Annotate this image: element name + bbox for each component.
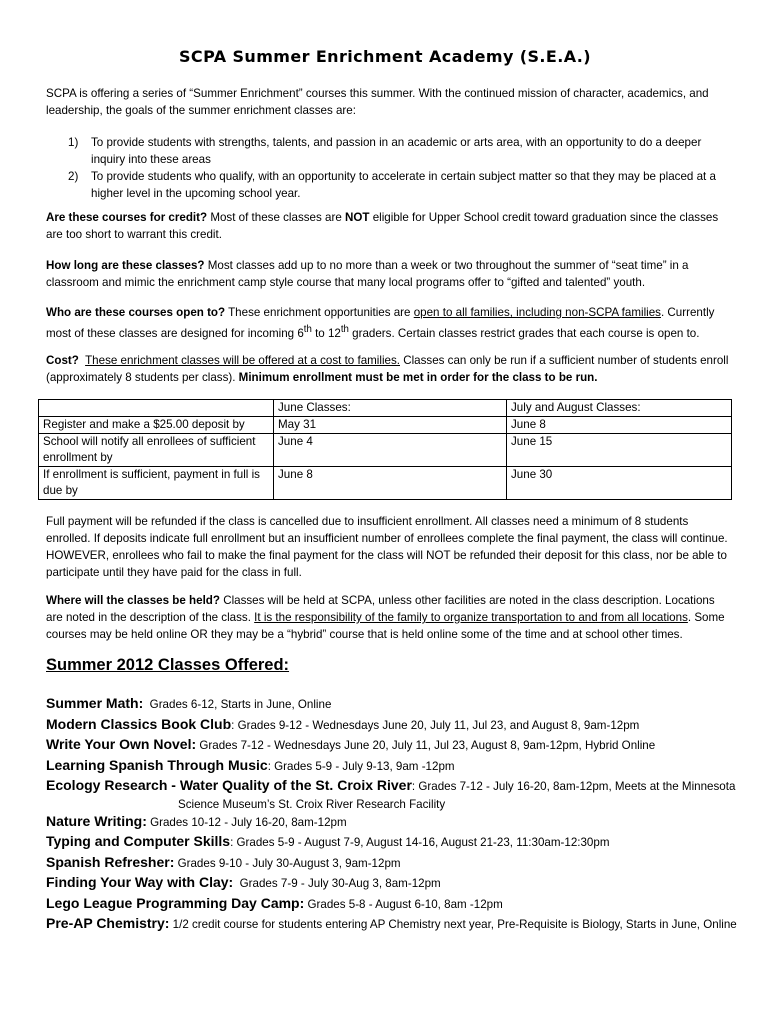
intro-paragraph: SCPA is offering a series of “Summer Enrichment” courses this summer. With the continued mission of character, academics, and leadership, the goals of the summer enrichment classes are: [46,87,709,117]
superscript-th: th [303,324,312,335]
goal-number: 2) [68,170,79,183]
open-answer-part: to 12 [311,326,341,340]
table-cell: June 8 [507,417,732,434]
table-row [39,417,732,434]
table-cell: June 15 [507,434,732,467]
class-name: Lego League Programming Day Camp: [46,894,305,911]
class-item [46,894,746,915]
open-answer-part: . Currently most of these classes are designed for incoming 6 [46,306,715,340]
goal-text: To provide students who qualify, with an opportunity to accelerate in certain subject matter so that they may be placed at a higher level in the upcoming school year. [91,170,716,200]
class-detail-continued: Science Museum’s St. Croix River Research Facility [178,797,446,811]
class-item [46,832,746,853]
location-answer-part: . Some courses may be held online OR they may be a “hybrid” course that is held online some of the time and at school other times. [46,611,725,641]
class-name: Write Your Own Novel: [46,736,197,752]
class-item [46,715,746,736]
class-detail: : Grades 9-12 - Wednesdays June 20, July 11, Jul 23, and August 8, 9am-12pm [231,718,640,732]
goal-item [46,134,736,168]
cost-minimum-bold: Minimum enrollment must be met in order for the class to be run. [238,371,598,384]
class-name: Spanish Refresher: [46,853,175,870]
class-item [46,914,746,935]
class-item [46,735,746,756]
class-detail: Grades 9-10 - July 30-August 3, 9am-12pm [174,856,401,870]
class-item [46,776,746,812]
goal-text: To provide students with strengths, talents, and passion in an academic or arts area, with an opportunity to do a deeper inquiry into these areas [91,136,702,166]
goal-number: 1) [68,136,79,149]
refund-paragraph: Full payment will be refunded if the class is cancelled due to insufficient enrollment. All classes need a minimum of 8 students enrolled. If deposits indicate full enrollment but an insufficient number of enrollees complete the final payment, the class will continue. HOWEVER, enrollees who fail to make the final payment for the class will NOT be refunded their deposit for this class, nor be able to participate until they have paid for the class in full. [46,515,728,579]
class-detail: 1/2 credit course for students entering AP Chemistry next year, Pre-Requisite is Biology, Starts in June, Online [169,918,737,931]
table-cell: If enrollment is sufficient, payment in full is due by [39,467,274,500]
open-paragraph [46,304,734,342]
class-detail: Grades 6-12, Starts in June, Online [143,698,332,711]
location-question: Where will the classes be held? [46,594,220,607]
open-families-underlined: open to all families, including non-SCPA families [413,306,661,319]
schedule-table [38,399,732,500]
class-name: Learning Spanish Through Music [46,756,268,773]
table-cell: June 30 [507,467,732,500]
credit-paragraph [46,209,734,243]
credit-not: NOT [345,211,370,224]
class-item [46,694,746,715]
class-item [46,873,746,894]
length-answer: Most classes add up to no more than a week or two throughout the summer of “seat time” in a classroom and mimic the enrichment camp style course that many local programs offer to “gifted and talented” youth. [46,259,689,289]
class-detail: Grades 5-8 - August 6-10, 8am -12pm [304,897,503,911]
classes-heading: Summer 2012 Classes Offered: [46,656,290,674]
location-underlined: It is the responsibility of the family to organize transportation to and from all locations [254,611,688,624]
class-detail: : Grades 7-12 - July 16-20, 8am-12pm, Meets at the Minnesota [411,780,736,793]
goals-list [46,134,736,202]
table-cell: June 4 [274,434,507,467]
class-name: Modern Classics Book Club [46,715,232,732]
document-title: SCPA Summer Enrichment Academy (S.E.A.) [179,47,591,66]
cost-underlined: These enrichment classes will be offered at a cost to families. [85,354,400,367]
class-name: Finding Your Way with Clay: [46,874,234,890]
cost-answer: Classes can only be run if a sufficient number of students enroll (approximately 8 students per class). [46,354,729,384]
table-row [39,434,732,467]
class-item [46,756,746,777]
class-detail: Grades 10-12 - July 16-20, 8am-12pm [146,815,347,829]
class-detail: : Grades 5-9 - August 7-9, August 14-16, August 21-23, 11:30am-12:30pm [230,836,610,849]
open-question: Who are these courses open to? [46,306,226,319]
goal-item [46,168,736,202]
location-paragraph [46,592,734,643]
class-item [46,853,746,874]
table-header-row [39,400,732,417]
credit-answer-part: eligible for Upper School credit toward graduation since the classes are too short to warrant this credit. [46,211,719,241]
class-detail: Grades 7-9 - July 30-Aug 3, 8am-12pm [233,877,441,890]
class-item [46,812,746,833]
table-cell: School will notify all enrollees of sufficient enrollment by [39,434,274,467]
class-name: Nature Writing: [46,812,147,829]
open-answer-part: graders. Certain classes restrict grades that each course is open to. [348,326,700,340]
class-name: Typing and Computer Skills [46,833,231,849]
cost-paragraph [46,352,734,386]
open-answer-part: These enrichment opportunities are [225,306,414,319]
table-cell: Register and make a $25.00 deposit by [39,417,274,434]
table-cell: May 31 [274,417,507,434]
superscript-th: th [340,324,349,335]
class-name: Pre-AP Chemistry: [46,915,170,931]
length-question: How long are these classes? [46,259,205,272]
classes-list [46,694,746,935]
credit-question: Are these courses for credit? [46,211,208,224]
table-header-cell: June Classes: [274,400,507,417]
class-detail: : Grades 5-9 - July 9-13, 9am -12pm [267,759,455,773]
table-header-cell: July and August Classes: [507,400,732,417]
class-detail: Grades 7-12 - Wednesdays June 20, July 11, Jul 23, August 8, 9am-12pm, Hybrid Online [196,739,656,752]
class-name: Ecology Research - Water Quality of the St. Croix River [46,777,412,793]
cost-question: Cost? [46,354,79,367]
table-cell: June 8 [274,467,507,500]
table-header-cell [39,400,274,417]
length-paragraph [46,257,734,291]
class-name: Summer Math: [46,695,144,711]
credit-answer-part: Most of these classes are [207,211,345,224]
table-row [39,467,732,500]
location-answer-part: Classes will be held at SCPA, unless other facilities are noted in the class description. Locations are noted in the description of the class. [46,594,715,624]
